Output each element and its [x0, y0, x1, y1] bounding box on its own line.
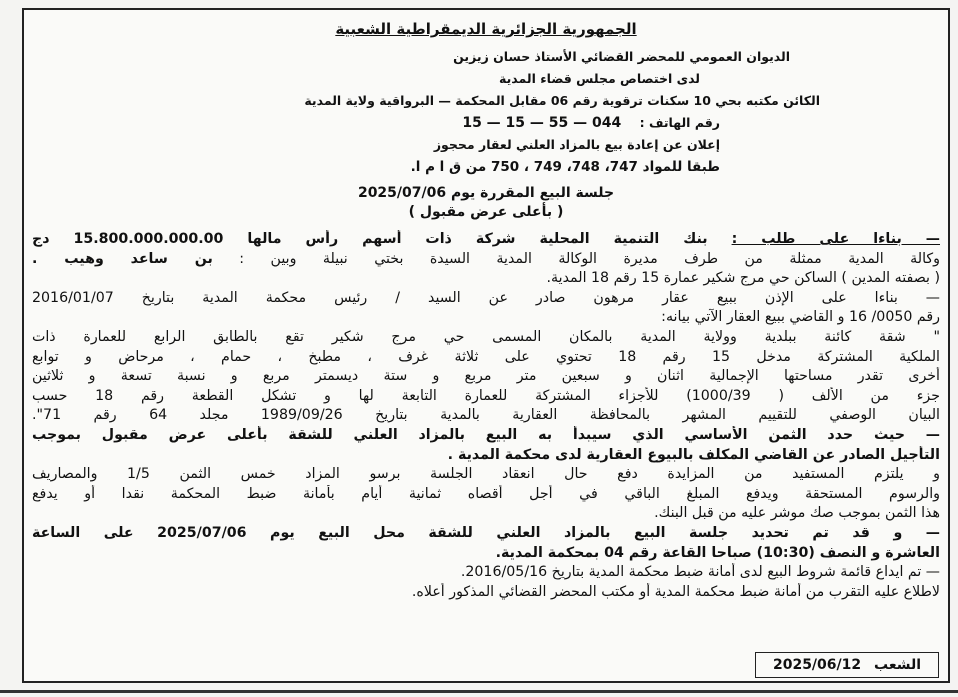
newspaper-footer: [755, 652, 939, 678]
notice-frame: [22, 8, 950, 683]
newspaper-name: الشعب: [874, 657, 922, 673]
body-line: هذا الثمن بموجب صك موشر عليه من قبل البنك.: [654, 505, 940, 522]
body-line: البيان الوصفي للتقييم المشهر بالمحافظة العقارية بالمدية بتاريخ 1989/09/26 مجلد 64 رقم 71".: [32, 407, 940, 424]
body-line: " شقة كائنة ببلدية وولاية المدية بالمكان المسمى حي مرج شكير تقع بالطابق الرابع للعمارة ذات: [32, 328, 940, 345]
session-bid: ( بأعلى عرض مقبول ): [408, 204, 564, 220]
jurisdiction: لدى اختصاص مجلس قضاء المدية: [499, 71, 700, 86]
body-line: التأجيل الصادر عن القاضي المكلف بالبيوع العقارية لدى محكمة المدية .: [447, 446, 940, 463]
body-line: الملكية المشتركة مدخل 15 رقم 18 تحتوي على ثلاثة غرف ، مطبخ ، حمام ، مرحاض و توابع: [32, 348, 940, 365]
phone-line: [32, 112, 720, 134]
body-line: ( بصفته المدين ) الساكن حي مرج شكير عمارة 15 رقم 18 المدية.: [546, 270, 940, 287]
body-line: أخرى تقدر مساحتها الإجمالية اثنان و سبعين متر مربع و ستة ديسمتر مربع و نسبة تسعة و ثلاثين: [32, 368, 940, 385]
phone-label: رقم الهاتف :: [639, 115, 720, 130]
body-line: جزء من الألف ( 1000/39) للأجزاء المشتركة للعمارة التابعة لها و تشكل القطعة رقم 18 حسب: [32, 387, 940, 404]
body-line: رقم 0050/ 16 و القاضي ببيع العقار الآتي بيانه:: [661, 309, 940, 326]
body-line: والرسوم المستحقة ويدفع المبلغ الباقي في أجل أقصاه ثمانية أيام بأمانة ضبط المحكمة نقدا أو يدفع: [32, 485, 940, 502]
body-line: [32, 250, 940, 270]
publication-date: 2025/06/12: [772, 657, 862, 673]
body-line: لاطلاع عليه التقرب من أمانة ضبط محكمة المدية أو مكتب المحضر القضائي المذكور أعلاه.: [411, 583, 940, 600]
session-date: جلسة البيع المقررة يوم 2025/07/06: [357, 185, 615, 201]
body-line: [32, 230, 940, 250]
office-name: الديوان العمومي للمحضر القضائي الأستاذ حسان زيزين: [453, 49, 790, 64]
announcement: إعلان عن إعادة بيع بالمزاد العلني لعقار محجوز: [433, 137, 720, 152]
request-label: — بناءا على طلب :: [731, 231, 940, 247]
bottom-divider: [0, 690, 958, 693]
republic-title: الجمهورية الجزائرية الديمقراطية الشعبية: [335, 20, 637, 38]
phone-value: 15 — 15 — 55 — 044: [462, 115, 622, 131]
body-line: — تم ايداع قائمة شروط البيع لدى أمانة ضبط محكمة المدية بتاريخ 2016/05/16.: [460, 564, 940, 581]
notice-content: [32, 18, 940, 673]
body-line: — حيث حدد الثمن الأساسي الذي سيبدأ به البيع بالمزاد العلني للشقة بأعلى عرض مقبول بموجب: [32, 426, 940, 443]
creditor-text: بنك التنمية المحلية شركة ذات أسهم رأس مالها 15.800.000.000.00 دج: [32, 231, 732, 247]
body-line: و يلتزم المستفيد من المزايدة دفع حال انعقاد الجلسة برسو المزاد خمس الثمن 1/5 والمصاريف: [32, 466, 940, 483]
articles: طبقا للمواد 747، 748، 749 ، 750 من ق ا م ا.: [410, 159, 720, 175]
office-address: الكائن مكتبه بحي 10 سكنات ترقوية رقم 06 مقابل المحكمة — البرواقية ولاية المدية: [304, 93, 820, 108]
body-line: — بناءا على الإذن ببيع عقار مرهون صادر عن السيد / رئيس محكمة المدية بتاريخ 2016/01/07: [32, 289, 940, 306]
body-line: — و قد تم تحديد جلسة البيع بالمزاد العلني للشقة محل البيع يوم 2025/07/06 على الساعة: [32, 524, 940, 541]
office-header: [32, 46, 820, 178]
notice-body: [32, 230, 940, 602]
agency-text: وكالة المدية ممثلة من طرف مديرة الوكالة المدية السيدة بختي نبيلة وبين :: [212, 250, 940, 267]
body-line: العاشرة و النصف (10:30) صباحا القاعة رقم 04 بمحكمة المدية.: [495, 544, 940, 561]
debtor-name: بن ساعد وهيب .: [32, 250, 213, 267]
session-info: [32, 184, 940, 222]
